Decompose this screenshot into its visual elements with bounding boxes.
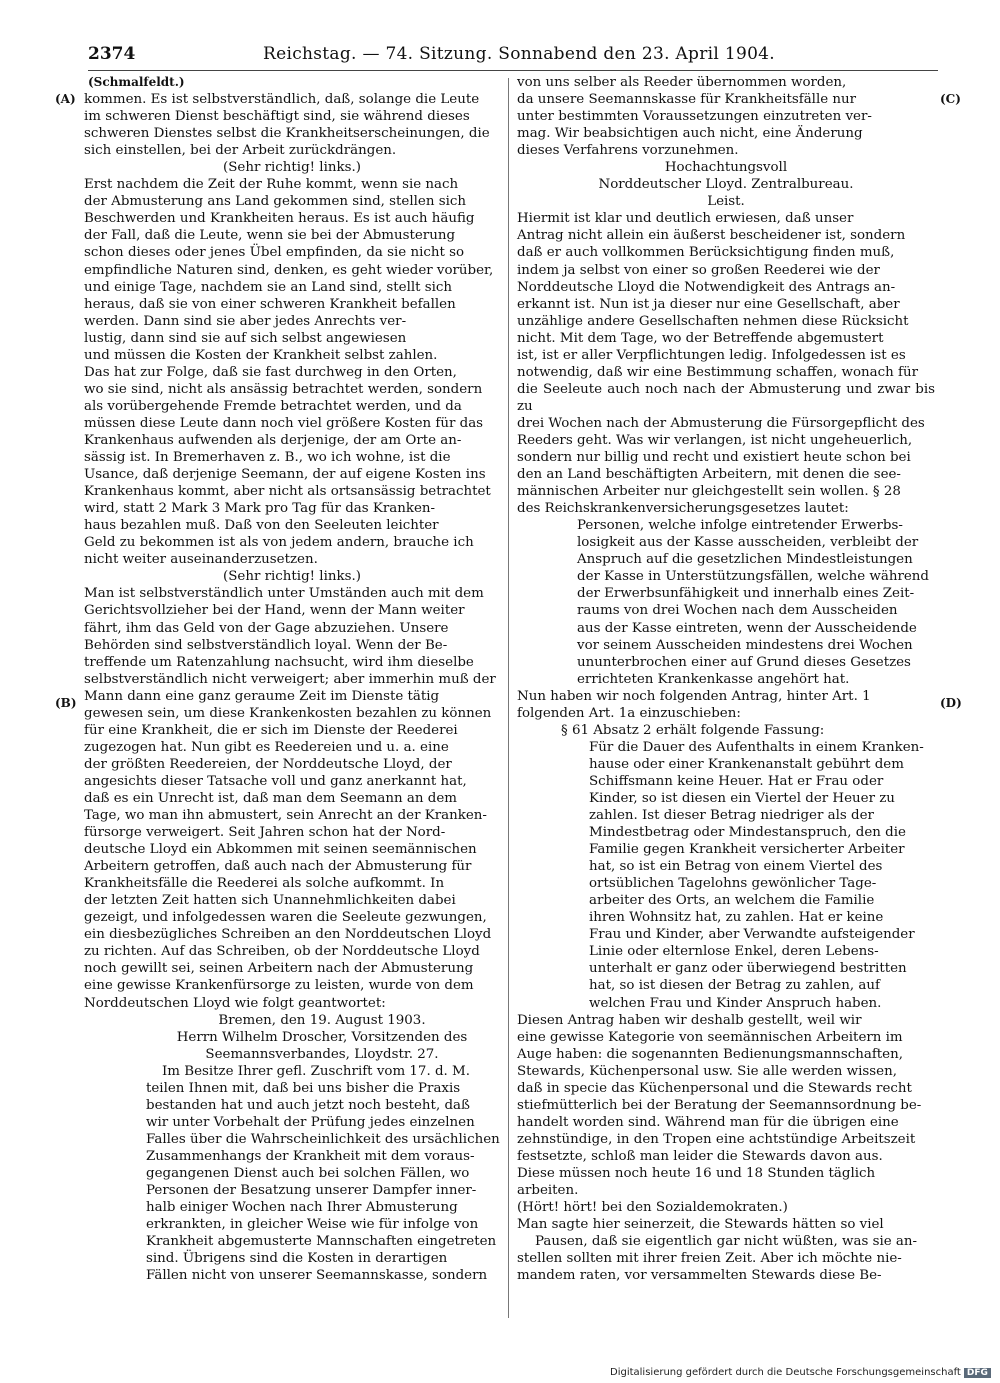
right-text-line: hat, so ist diesen der Betrag zu zahlen, auf <box>589 978 880 994</box>
left-text-line: werden. Dann sind sie aber jedes Anrechts ver- <box>84 313 407 329</box>
right-text-line: Anspruch auf die gesetzlichen Mindestleistungen <box>577 552 913 568</box>
left-text-line: daß es ein Unrecht ist, daß man dem Seemann an dem <box>84 790 457 806</box>
right-text-line: notwendig, daß wir eine Bestimmung schaffen, wonach für <box>517 364 919 380</box>
left-text-line: Mann dann eine ganz geraume Zeit im Dienste tätig <box>84 688 440 704</box>
left-text-line: müssen diese Leute dann noch viel größere Kosten für das <box>84 415 484 431</box>
right-text-line: Mindestbetrag oder Mindestanspruch, den die <box>589 825 906 841</box>
left-text-line: wir unter Vorbehalt der Prüfung jedes einzelnen <box>146 1114 475 1130</box>
left-text-line: Herrn Wilhelm Droscher, Vorsitzenden des <box>176 1029 468 1045</box>
right-text-line: den an Land beschäftigten Arbeitern, mit denen die see- <box>517 467 901 483</box>
left-text-line: kommen. Es ist selbstverständlich, daß, solange die Leute <box>84 92 480 108</box>
left-text-line: erkrankten, in gleicher Weise wie für infolge von <box>146 1217 479 1233</box>
left-column <box>84 74 500 1284</box>
left-text-line: Man ist selbstverständlich unter Umständen auch mit dem <box>84 586 484 602</box>
left-text-line: sind. Übrigens sind die Kosten in derartigen <box>146 1251 448 1267</box>
right-text-line: festsetzte, schloß man leider die Stewards davon aus. <box>517 1148 883 1164</box>
left-text-line: wird, statt 2 Mark 3 Mark pro Tag für das Kranken- <box>84 501 436 517</box>
right-column <box>517 74 935 1284</box>
right-text-line: Linie oder elternlose Enkel, deren Lebens- <box>589 944 879 960</box>
left-text-line: Personen der Besatzung unserer Dampfer inner- <box>146 1183 477 1199</box>
right-text-line: Kinder, so ist diesen ein Viertel der Heuer zu <box>589 790 895 806</box>
right-text-line: unter bestimmten Voraussetzungen einzutreten ver- <box>517 109 872 125</box>
left-text-line: zu richten. Auf das Schreiben, ob der Norddeutsche Lloyd <box>84 944 480 960</box>
left-text-line: Gerichtsvollzieher bei der Hand, wenn der Mann weiter <box>84 603 465 619</box>
right-text-line: aus der Kasse eintreten, wenn der Ausscheidende <box>577 620 917 636</box>
left-text-line: gewesen sein, um diese Krankenkosten bezahlen zu können <box>84 705 492 721</box>
left-text-line: der Abmusterung ans Land gekommen sind, stellen sich <box>84 194 466 210</box>
left-text-line: nicht weiter auseinanderzusetzen. <box>84 552 318 568</box>
right-text-line: Diesen Antrag haben wir deshalb gestellt, weil wir <box>517 1012 862 1028</box>
right-text-line: Norddeutsche Lloyd die Notwendigkeit des Antrags an- <box>517 279 896 295</box>
right-text-line: vor seinem Ausscheiden mindestens drei Wochen <box>577 637 913 653</box>
left-text-line: fährt, ihm das Geld von der Gage abzuziehen. Unsere <box>84 620 449 636</box>
right-text-line: Personen, welche infolge eintretender Erwerbs- <box>577 518 903 534</box>
right-text-line: Nun haben wir noch folgenden Antrag, hinter Art. 1 <box>517 688 871 704</box>
right-text-line: männischen Arbeiter nur gleichgestellt sein wollen. § 28 <box>517 484 901 500</box>
left-text-line: treffende um Ratenzahlung nachsucht, wird ihm dieselbe <box>84 654 474 670</box>
left-text-line: Behörden sind selbstverständlich loyal. Wenn der Be- <box>84 637 448 653</box>
right-text-line: ihren Wohnsitz hat, zu zahlen. Hat er keine <box>589 910 884 926</box>
left-text-line: wo sie sind, nicht als ansässig betrachtet werden, sondern <box>84 381 483 397</box>
left-text-line: halb einiger Wochen nach Ihrer Abmusterung <box>146 1200 458 1216</box>
right-text-line: hause oder einer Krankenanstalt gebührt dem <box>589 756 904 772</box>
left-text-line: sässig ist. In Bremerhaven z. B., wo ich wohne, ist die <box>84 450 451 466</box>
right-text-line: von uns selber als Reeder übernommen worden, <box>517 75 847 90</box>
left-text-line: zugezogen hat. Nun gibt es Reedereien und u. a. eine <box>84 739 449 755</box>
right-text-line: Man sagte hier seinerzeit, die Stewards hätten so viel <box>517 1217 884 1233</box>
left-text-line: und müssen die Kosten der Krankheit selbst zahlen. <box>84 347 438 363</box>
left-text-line: der Fall, daß die Leute, wenn sie bei der Abmusterung <box>84 228 456 244</box>
running-title: Reichstag. — 74. Sitzung. Sonnabend den 23. April 1904. <box>263 44 776 64</box>
left-text-line: der letzten Zeit hatten sich Unannehmlichkeiten dabei <box>84 893 456 909</box>
right-text-line: (Hört! hört! bei den Sozialdemokraten.) <box>517 1200 788 1216</box>
left-text-line: fürsorge verweigert. Seit Jahren schon hat der Nord- <box>84 825 446 841</box>
right-text-line: zahlen. Ist dieser Betrag niedriger als der <box>589 808 874 824</box>
left-text-line: und einige Tage, nachdem sie an Land sind, stellt sich <box>84 279 453 295</box>
left-text-line: gezeigt, und infolgedessen waren die Seeleute gezwungen, <box>84 910 487 926</box>
page-number: 2374 <box>88 44 136 64</box>
right-text-line: folgenden Art. 1a einzuschieben: <box>517 705 741 721</box>
right-text-line: dieses Verfahrens vorzunehmen. <box>517 143 739 159</box>
left-text-line: Arbeitern getroffen, daß auch nach der Abmusterung für <box>84 859 472 875</box>
left-text-line: selbstverständlich nicht verweigert; aber immerhin muß der <box>84 671 496 687</box>
left-text-line: Seemannsverbandes, Lloydstr. 27. <box>205 1046 439 1062</box>
right-text-line: die Seeleute auch noch nach der Abmusterung und zwar bis zu <box>517 381 935 414</box>
right-text-line: ununterbrochen einer auf Grund dieses Gesetzes <box>577 654 911 670</box>
right-text-line: raums von drei Wochen nach dem Ausscheiden <box>577 603 898 619</box>
page-header <box>88 44 938 68</box>
right-text-line: hat, so ist ein Betrag von einem Viertel des <box>589 859 883 875</box>
right-text-line: nicht. Mit dem Tage, wo der Betreffende abgemustert <box>517 330 884 346</box>
left-text-line: Erst nachdem die Zeit der Ruhe kommt, wenn sie nach <box>84 177 459 193</box>
left-text-line: haus bezahlen muß. Daß von den Seeleuten leichter <box>84 518 439 534</box>
right-text-line: Auge haben: die sogenannten Bedienungsmannschaften, <box>517 1046 903 1062</box>
right-text-line: Stewards, Küchenpersonal usw. Sie alle werden wissen, <box>517 1063 897 1079</box>
left-text-line: Krankenhaus kommt, aber nicht als ortsansässig betrachtet <box>84 484 491 500</box>
right-text-line: indem ja selbst von einer so großen Reederei wie der <box>517 262 880 278</box>
right-text-line: arbeiten. <box>517 1183 579 1199</box>
right-text-line: Reeders geht. Was wir verlangen, ist nicht ungeheuerlich, <box>517 432 913 448</box>
right-text-line: daß er auch vollkommen Berücksichtigung finden muß, <box>517 245 895 261</box>
right-text-line: drei Wochen nach der Abmusterung die Fürsorgepflicht des <box>517 415 925 431</box>
left-text-line: deutsche Lloyd ein Abkommen mit seinen seemännischen <box>84 842 477 858</box>
right-text-line: arbeiter des Orts, an welchem die Familie <box>589 893 875 909</box>
footer-text: Digitalisierung gefördert durch die Deutsche Forschungsgemeinschaft <box>610 1367 961 1378</box>
left-text-line: angesichts dieser Tatsache voll und ganz anerkannt hat, <box>84 773 467 789</box>
right-text-line: errichteten Krankenkasse angehört hat. <box>577 671 850 687</box>
left-text-line: Zusammenhangs der Krankheit mit dem voraus- <box>146 1148 475 1164</box>
margin-mark-b: (B) <box>55 696 77 710</box>
right-text-line: mandem raten, vor versammelten Stewards diese Be- <box>517 1268 882 1284</box>
right-text-line: unzählige andere Gesellschaften nehmen diese Rücksicht <box>517 313 909 329</box>
left-text-line: als vorübergehende Fremde betrachtet werden, und da <box>84 398 462 414</box>
left-text-line: Das hat zur Folge, daß sie fast durchweg in den Orten, <box>84 364 457 380</box>
left-text-line: noch gewillt sei, seinen Arbeitern nach der Abmusterung <box>84 961 474 977</box>
right-text-line: handelt worden sind. Während man für die übrigen eine <box>517 1114 899 1130</box>
right-text-line: Pausen, daß sie eigentlich gar nicht wüßten, was sie an- <box>534 1234 918 1250</box>
left-text-line: Falles über die Wahrscheinlichkeit des ursächlichen <box>146 1131 500 1147</box>
right-text-line: der Erwerbsunfähigkeit und innerhalb eines Zeit- <box>577 586 915 602</box>
right-text-line: welchen Frau und Kinder Anspruch haben. <box>589 995 882 1011</box>
right-text-line: stiefmütterlich bei der Beratung der Seemannsordnung be- <box>517 1097 922 1113</box>
right-text-line: Norddeutscher Lloyd. Zentralbureau. <box>598 177 854 193</box>
left-text-line: schweren Dienstes selbst die Krankheitserscheinungen, die <box>84 126 490 142</box>
left-text-line: für eine Krankheit, die er sich im Dienste der Reederei <box>84 722 458 738</box>
right-text-line: daß in specie das Küchenpersonal und die Stewards recht <box>517 1080 912 1096</box>
footer-credit <box>610 1367 991 1378</box>
left-text-line: Krankenhaus aufwenden als derjenige, der am Orte an- <box>84 432 462 448</box>
right-text-line: ortsüblichen Tagelohns gewönlicher Tage- <box>589 876 877 892</box>
left-text-line: empfindliche Naturen sind, denken, es geht wieder vorüber, <box>84 262 494 278</box>
left-text-line: Beschwerden und Krankheiten heraus. Es ist auch häufig <box>84 211 475 227</box>
speaker-name: (Schmalfeldt.) <box>88 75 185 89</box>
header-rule <box>88 70 938 71</box>
left-text-line: schon dieses oder jenes Übel empfinden, da sie nicht so <box>84 245 465 261</box>
right-text-line: des Reichskrankenversicherungsgesetzes lautet: <box>517 501 849 517</box>
right-text-line: Antrag nicht allein ein äußerst bescheidener ist, sondern <box>517 228 906 244</box>
right-text-line: Leist. <box>707 194 745 210</box>
right-text-line: ist, ist er aller Verpflichtungen ledig. Infolgedessen ist es <box>517 347 906 363</box>
dfg-logo: DFG <box>964 1368 991 1378</box>
right-text-line: erkannt ist. Nun ist ja dieser nur eine Gesellschaft, aber <box>517 296 900 312</box>
right-text-line: Frau und Kinder, aber Verwandte aufsteigender <box>589 927 915 943</box>
left-text-line: der größten Reedereien, der Norddeutsche Lloyd, der <box>84 756 452 772</box>
right-text-line: sondern nur billig und recht und existiert heute schon bei <box>517 450 911 466</box>
left-text-line: (Sehr richtig! links.) <box>223 569 361 585</box>
left-text-line: Tage, wo man ihn abmustert, sein Anrecht an der Kranken- <box>84 808 487 824</box>
left-text-line: (Sehr richtig! links.) <box>223 160 361 176</box>
right-text-line: eine gewisse Kategorie von seemännischen Arbeitern im <box>517 1029 903 1045</box>
right-text-line: Hochachtungsvoll <box>664 160 788 176</box>
right-text-line: mag. Wir beabsichtigen auch nicht, eine Änderung <box>517 126 863 142</box>
left-text-line: sich einstellen, bei der Arbeit zurückdrängen. <box>84 143 397 159</box>
left-text-line: Fällen nicht von unserer Seemannskasse, sondern <box>146 1268 488 1284</box>
left-text-line: Usance, daß derjenige Seemann, der auf eigene Kosten ins <box>84 467 486 483</box>
right-text-line: losigkeit aus der Kasse ausscheiden, verbleibt der <box>577 535 919 551</box>
right-text-line: stellen sollten mit ihrer freien Zeit. Aber ich möchte nie- <box>517 1251 902 1267</box>
left-text-line: lustig, dann sind sie auf sich selbst angewiesen <box>84 330 407 346</box>
right-text-line: unterhalt er ganz oder überwiegend bestritten <box>589 961 907 977</box>
column-divider <box>508 78 509 1318</box>
left-text-line: eine gewisse Krankenfürsorge zu leisten, wurde von dem <box>84 978 474 994</box>
left-text-line: heraus, daß sie von einer schweren Krankheit befallen <box>84 296 456 312</box>
left-text-line: Krankheitsfälle die Reederei als solche aufkommt. In <box>84 876 445 892</box>
margin-mark-c: (C) <box>940 92 961 106</box>
right-text-line: zehnstündige, in den Tropen eine achtstündige Arbeitszeit <box>517 1131 916 1147</box>
right-text-line: Diese müssen noch heute 16 und 18 Stunden täglich <box>517 1166 876 1181</box>
left-text-line: Krankheit abgemusterte Mannschaften eingetreten <box>146 1234 497 1250</box>
right-text-line: Für die Dauer des Aufenthalts in einem Kranken- <box>589 739 924 755</box>
right-text-line: Schiffsmann keine Heuer. Hat er Frau oder <box>589 773 884 789</box>
left-text-line: im schweren Dienst beschäftigt sind, sie während dieses <box>84 109 470 125</box>
right-text-line: Familie gegen Krankheit versicherter Arbeiter <box>589 842 905 858</box>
left-text-line: bestanden hat und auch jetzt noch besteht, daß <box>146 1097 470 1113</box>
left-text-line: teilen Ihnen mit, daß bei uns bisher die Praxis <box>146 1080 461 1096</box>
right-text-line: der Kasse in Unterstützungsfällen, welche während <box>577 569 929 585</box>
left-text-line: Geld zu bekommen ist als von jedem andern, brauche ich <box>84 535 474 551</box>
right-text-line: da unsere Seemannskasse für Krankheitsfälle nur <box>517 92 857 108</box>
left-text-line: Im Besitze Ihrer gefl. Zuschrift vom 17. d. M. <box>162 1063 471 1079</box>
left-text-line: Norddeutschen Lloyd wie folgt geantwortet: <box>84 995 386 1011</box>
right-text-line: § 61 Absatz 2 erhält folgende Fassung: <box>561 722 825 738</box>
left-text-line: gegangenen Dienst auch bei solchen Fällen, wo <box>146 1166 470 1181</box>
margin-mark-a: (A) <box>55 92 76 106</box>
margin-mark-d: (D) <box>940 696 962 710</box>
left-text-line: ein diesbezügliches Schreiben an den Norddeutschen Lloyd <box>84 927 492 943</box>
right-text-line: Hiermit ist klar und deutlich erwiesen, daß unser <box>517 211 854 227</box>
left-text-line: Bremen, den 19. August 1903. <box>218 1012 426 1028</box>
